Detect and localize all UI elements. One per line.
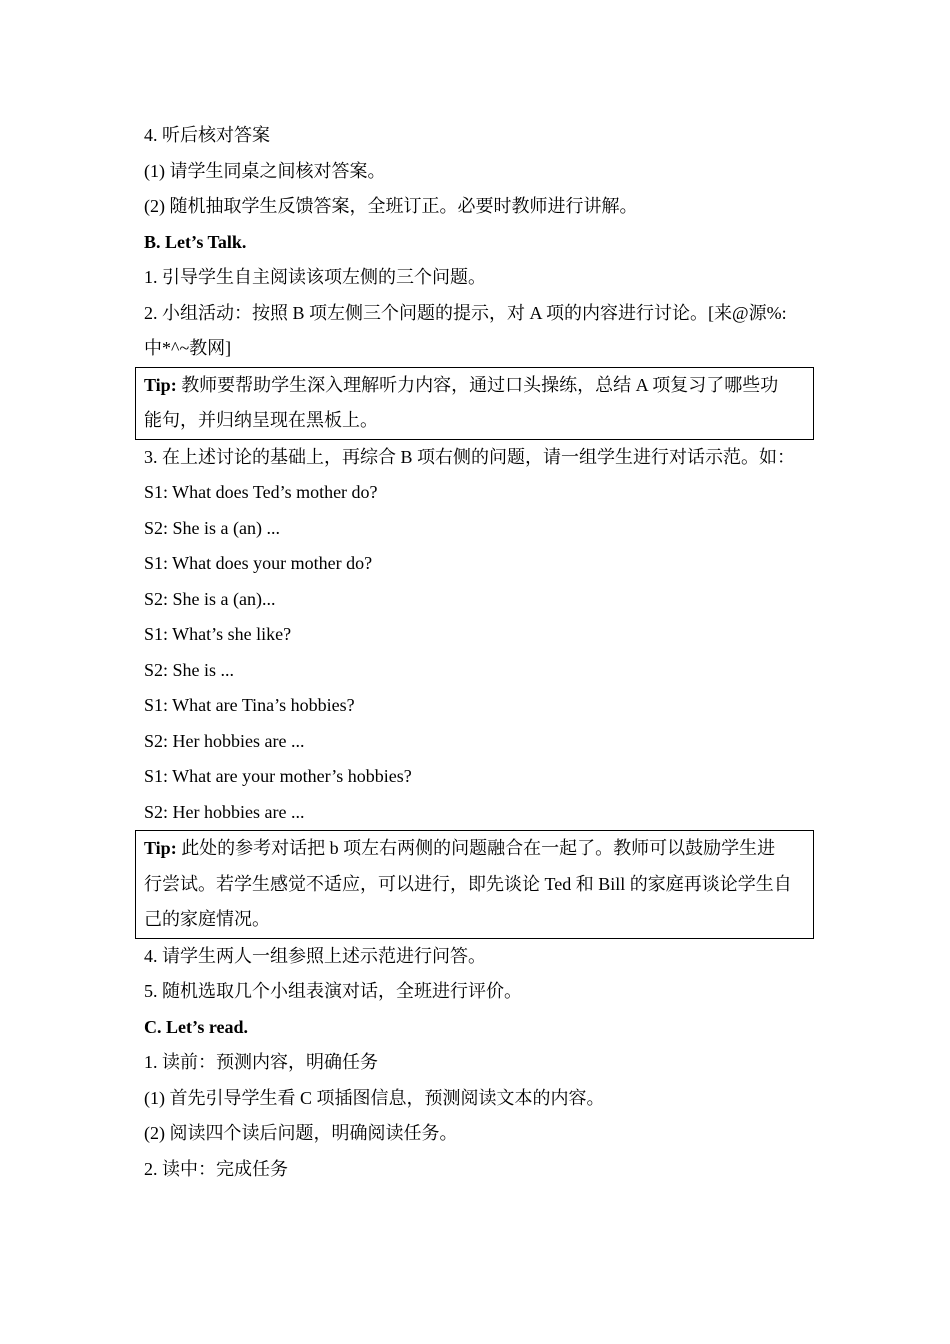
document-page: [144, 118, 816, 1187]
dialogue-line: S2: She is a (an) ...: [144, 517, 280, 538]
tip-box-2: [135, 830, 814, 939]
section-b-item-1: 1. 引导学生自主阅读该项左侧的三个问题。: [144, 267, 486, 287]
step4-item-2: (2) 随机抽取学生反馈答案，全班订正。必要时教师进行讲解。: [144, 196, 638, 216]
dialogue-line: S2: Her hobbies are ...: [144, 801, 305, 822]
dialogue-line: S2: Her hobbies are ...: [144, 730, 305, 751]
tip-box-1: [135, 367, 814, 440]
section-c-heading: C. Let’s read.: [144, 1016, 248, 1037]
section-c-item-1-2: (2) 阅读四个读后问题，明确阅读任务。: [144, 1123, 458, 1143]
section-c-item-1: 1. 读前：预测内容，明确任务: [144, 1052, 378, 1072]
dialogue-line: S1: What does Ted’s mother do?: [144, 482, 378, 502]
dialogue-line: S1: What are your mother’s hobbies?: [144, 766, 412, 786]
tip-1-line-2: 能句，并归纳呈现在黑板上。: [144, 410, 378, 430]
tip-2-label: Tip:: [144, 838, 177, 858]
section-b-heading: B. Let’s Talk.: [144, 231, 247, 252]
tip-1-text-1: 教师要帮助学生深入理解听力内容，通过口头操练，总结 A 项复习了哪些功: [176, 374, 779, 395]
step4-item-1: (1) 请学生同桌之间核对答案。: [144, 160, 386, 181]
tip-2-line-3: 己的家庭情况。: [144, 909, 270, 929]
dialogue-line: S2: She is a (an)...: [144, 588, 276, 609]
section-b-item-4: 4. 请学生两人一组参照上述示范进行问答。: [144, 945, 486, 966]
dialogue-line: S1: What does your mother do?: [144, 553, 373, 573]
section-b-item-2-line-1: 2. 小组活动：按照 B 项左侧三个问题的提示，对 A 项的内容进行讨论。[来@源%:: [144, 302, 787, 323]
dialogue-line: S1: What’s she like?: [144, 624, 292, 644]
section-b-item-3: 3. 在上述讨论的基础上，再综合 B 项右侧的问题，请一组学生进行对话示范。如：: [144, 446, 796, 467]
tip-2-text-1: 此处的参考对话把 b 项左右两侧的问题融合在一起了。教师可以鼓励学生进: [176, 838, 776, 858]
section-b-item-2-line-2: 中*^~教网]: [144, 338, 232, 358]
section-c-item-1-1: (1) 首先引导学生看 C 项插图信息，预测阅读文本的内容。: [144, 1087, 605, 1108]
tip-2-line-1: [144, 831, 805, 867]
step4-title: 4. 听后核对答案: [144, 125, 270, 145]
dialogue-line: S1: What are Tina’s hobbies?: [144, 695, 355, 715]
tip-2-line-2: 行尝试。若学生感觉不适应，可以进行，即先谈论 Ted 和 Bill 的家庭再谈论学生自: [144, 873, 792, 894]
dialogue-line: S2: She is ...: [144, 659, 235, 680]
tip-1-label: Tip:: [144, 374, 177, 395]
section-c-item-2: 2. 读中：完成任务: [144, 1158, 288, 1179]
tip-1-line-1: [144, 368, 805, 404]
section-b-item-5: 5. 随机选取几个小组表演对话，全班进行评价。: [144, 981, 522, 1001]
